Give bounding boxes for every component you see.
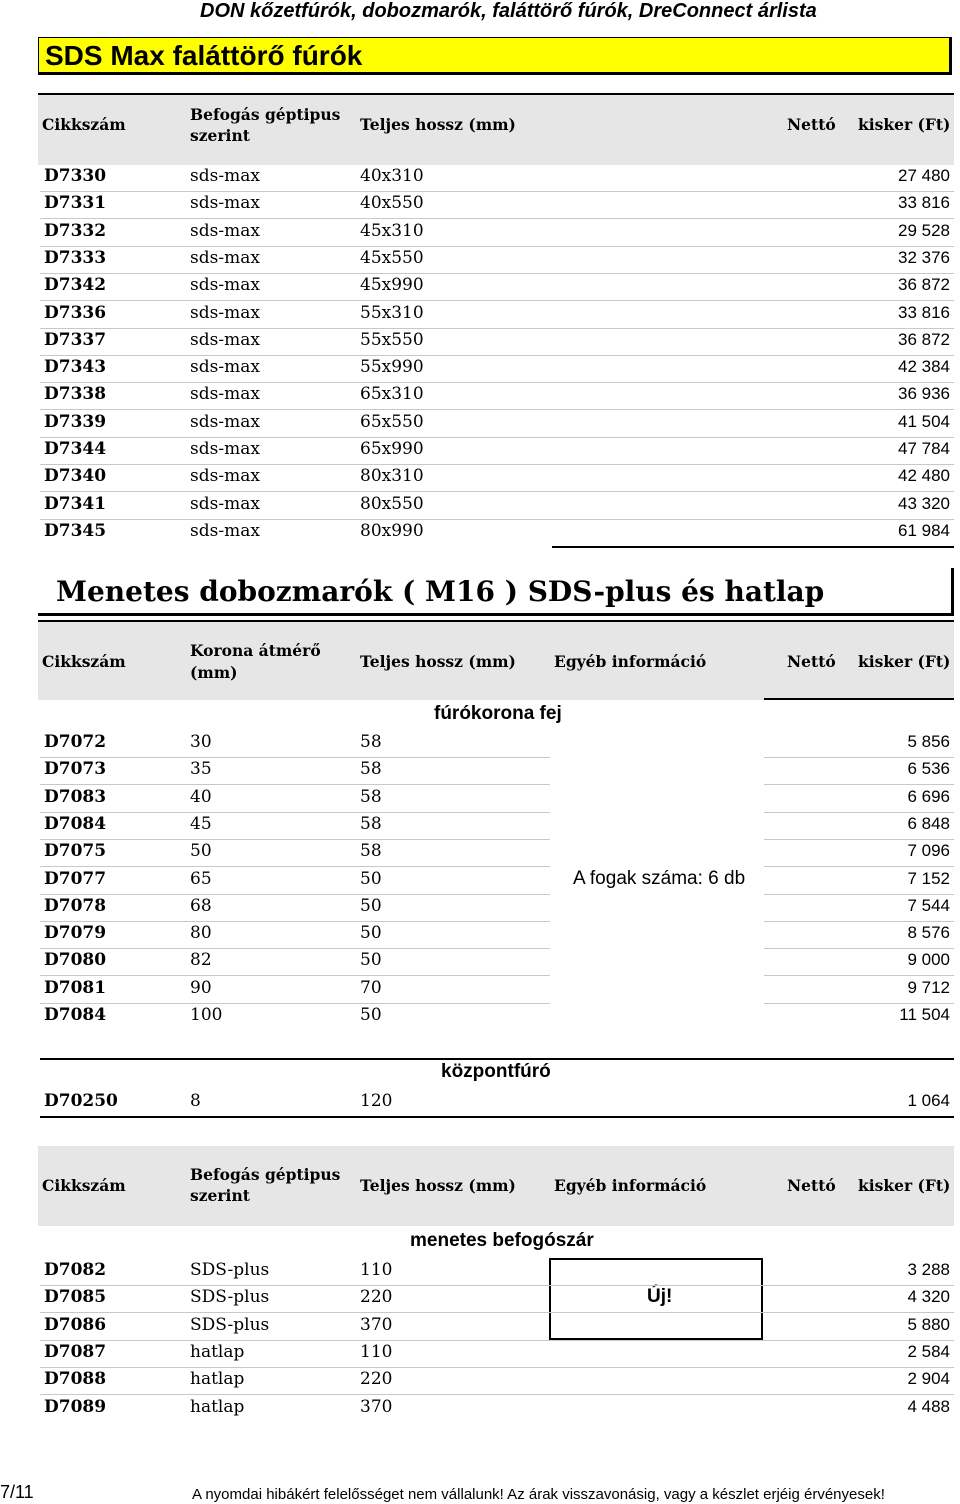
total-length: 55x990 bbox=[360, 357, 424, 378]
product-code: D7081 bbox=[44, 977, 107, 998]
retail-price: 36 872 bbox=[898, 329, 950, 349]
table-row bbox=[40, 410, 954, 437]
retail-price: 5 856 bbox=[907, 732, 950, 751]
product-code: D7332 bbox=[44, 220, 107, 241]
retail-price: 4 488 bbox=[907, 1396, 950, 1416]
total-length: 50 bbox=[360, 950, 382, 971]
header-type-line1: Befogás géptipus bbox=[190, 1165, 341, 1184]
total-length: 55x550 bbox=[360, 329, 424, 350]
table-row bbox=[40, 492, 954, 519]
product-code: D7337 bbox=[44, 329, 107, 350]
retail-price: 43 320 bbox=[898, 493, 950, 513]
crown-diameter: 65 bbox=[190, 868, 212, 889]
product-code: D7077 bbox=[44, 868, 107, 889]
header-price: kisker (Ft) bbox=[858, 1176, 951, 1195]
table-row bbox=[40, 1340, 954, 1367]
total-length: 370 bbox=[360, 1396, 393, 1417]
table-row bbox=[40, 730, 954, 757]
product-code: D7084 bbox=[44, 813, 107, 834]
product-code: D7075 bbox=[44, 841, 107, 862]
retail-price: 8 576 bbox=[907, 923, 950, 943]
header-length: Teljes hossz (mm) bbox=[360, 652, 516, 671]
section1-title: SDS Max faláttörő fúrók bbox=[45, 40, 363, 71]
retail-price: 3 288 bbox=[907, 1260, 950, 1279]
table-row bbox=[40, 246, 954, 273]
table-row bbox=[40, 1089, 954, 1116]
table-row bbox=[40, 382, 954, 409]
crown-diameter: 68 bbox=[190, 895, 212, 916]
total-length: 65x990 bbox=[360, 439, 424, 459]
table-row bbox=[40, 921, 954, 948]
product-code: D7343 bbox=[44, 357, 107, 378]
retail-price: 4 320 bbox=[907, 1287, 950, 1307]
crown-diameter: 35 bbox=[190, 759, 212, 780]
header-price: kisker (Ft) bbox=[858, 115, 951, 134]
table-row bbox=[40, 301, 954, 328]
table-row bbox=[40, 1258, 954, 1285]
total-length: 58 bbox=[360, 759, 382, 780]
product-code: D7333 bbox=[44, 247, 107, 268]
crown-diameter: 100 bbox=[190, 1005, 223, 1025]
total-length: 370 bbox=[360, 1314, 393, 1335]
total-length: 80x310 bbox=[360, 466, 424, 487]
total-length: 45x550 bbox=[360, 247, 424, 268]
product-code: D7330 bbox=[44, 166, 107, 186]
total-length: 50 bbox=[360, 923, 382, 944]
table-row bbox=[40, 867, 954, 894]
total-length: 40x310 bbox=[360, 166, 424, 186]
product-code: D7082 bbox=[44, 1260, 107, 1280]
product-code: D7080 bbox=[44, 950, 107, 971]
header-code: Cikkszám bbox=[42, 115, 126, 134]
product-code: D7088 bbox=[44, 1369, 107, 1390]
total-length: 110 bbox=[360, 1260, 393, 1280]
retail-price: 61 984 bbox=[898, 520, 950, 540]
section3-table-header bbox=[38, 1146, 954, 1226]
product-code: D7073 bbox=[44, 759, 107, 780]
tool-type: sds-max bbox=[190, 193, 260, 214]
table-row bbox=[40, 328, 954, 355]
product-code: D7086 bbox=[44, 1314, 107, 1335]
tool-type: sds-max bbox=[190, 411, 260, 432]
product-code: D7340 bbox=[44, 466, 107, 487]
tool-type: sds-max bbox=[190, 439, 260, 459]
section2-table-header bbox=[38, 620, 954, 700]
header-info: Egyéb információ bbox=[554, 652, 707, 671]
tool-type: hatlap bbox=[190, 1341, 245, 1362]
product-code: D7089 bbox=[44, 1396, 107, 1417]
section2-header-rule bbox=[764, 698, 954, 700]
retail-price: 5 880 bbox=[907, 1314, 950, 1334]
retail-price: 42 384 bbox=[898, 357, 950, 377]
crown-diameter: 80 bbox=[190, 923, 212, 944]
retail-price: 6 536 bbox=[907, 759, 950, 779]
total-length: 80x990 bbox=[360, 520, 424, 541]
table-row bbox=[40, 519, 954, 546]
table-row bbox=[40, 464, 954, 491]
header-code: Cikkszám bbox=[42, 652, 126, 671]
footer-disclaimer: A nyomdai hibákért felelősséget nem vállalunk! Az árak visszavonásig, vagy a készlet erjéig érvényesek! bbox=[192, 1486, 885, 1503]
tool-type: hatlap bbox=[190, 1396, 245, 1417]
section1-title-banner bbox=[38, 37, 952, 75]
total-length: 50 bbox=[360, 1005, 382, 1025]
table-row bbox=[40, 1395, 954, 1422]
table-row bbox=[40, 948, 954, 975]
header-type-line2: szerint bbox=[190, 126, 250, 145]
retail-price: 36 936 bbox=[898, 384, 950, 404]
header-price: kisker (Ft) bbox=[858, 652, 951, 671]
header-type-line2: szerint bbox=[190, 1186, 250, 1205]
table-row bbox=[40, 812, 954, 839]
table-row bbox=[40, 1367, 954, 1394]
header-diameter-line2: (mm) bbox=[190, 663, 238, 682]
retail-price: 27 480 bbox=[898, 166, 950, 185]
header-code: Cikkszám bbox=[42, 1176, 126, 1195]
tool-type: SDS-plus bbox=[190, 1314, 270, 1335]
total-length: 80x550 bbox=[360, 493, 424, 514]
crown-diameter: 90 bbox=[190, 977, 212, 998]
section2-title: Menetes dobozmarók ( M16 ) SDS-plus és hatlap bbox=[56, 575, 825, 608]
table-row bbox=[40, 1003, 954, 1030]
table-row bbox=[40, 757, 954, 784]
retail-price: 29 528 bbox=[898, 220, 950, 240]
tool-type: hatlap bbox=[190, 1369, 245, 1390]
total-length: 58 bbox=[360, 841, 382, 862]
retail-price: 41 504 bbox=[898, 411, 950, 431]
retail-price: 7 544 bbox=[907, 895, 950, 915]
tool-type: sds-max bbox=[190, 520, 260, 541]
table-row bbox=[40, 1313, 954, 1340]
retail-price: 7 096 bbox=[907, 841, 950, 861]
product-code: D7087 bbox=[44, 1341, 107, 1362]
header-info: Egyéb információ bbox=[554, 1176, 707, 1195]
retail-price: 32 376 bbox=[898, 247, 950, 267]
product-code: D7083 bbox=[44, 786, 107, 807]
header-diameter-line1: Korona átmérő bbox=[190, 641, 321, 660]
total-length: 40x550 bbox=[360, 193, 424, 214]
product-code: D7342 bbox=[44, 275, 107, 296]
total-length: 58 bbox=[360, 732, 382, 752]
tool-type: sds-max bbox=[190, 220, 260, 241]
crown-diameter: 30 bbox=[190, 732, 212, 752]
header-length: Teljes hossz (mm) bbox=[360, 115, 516, 134]
section1-bottom-rule bbox=[552, 546, 954, 548]
tool-type: sds-max bbox=[190, 384, 260, 405]
document-header: DON kőzetfúrók, dobozmarók, faláttörő fúrók, DreConnect árlista bbox=[200, 0, 817, 22]
total-length: 120 bbox=[360, 1091, 393, 1111]
group-title-center-drill: központfúró bbox=[441, 1061, 551, 1082]
table-row bbox=[40, 976, 954, 1003]
header-netto: Nettó bbox=[787, 115, 836, 134]
product-code: D7344 bbox=[44, 439, 107, 459]
table-row bbox=[40, 219, 954, 246]
retail-price: 11 504 bbox=[899, 1005, 950, 1024]
table-row bbox=[40, 191, 954, 218]
tool-type: sds-max bbox=[190, 166, 260, 186]
crown-diameter: 40 bbox=[190, 786, 212, 807]
table-row bbox=[40, 1285, 954, 1312]
retail-price: 6 696 bbox=[907, 786, 950, 806]
group-title-crown-head: fúrókorona fej bbox=[434, 703, 562, 724]
product-code: D7084 bbox=[44, 1005, 107, 1025]
retail-price: 1 064 bbox=[907, 1091, 950, 1110]
total-length: 65x550 bbox=[360, 411, 424, 432]
product-code: D7078 bbox=[44, 895, 107, 916]
table-row bbox=[40, 355, 954, 382]
table-row bbox=[40, 839, 954, 866]
retail-price: 6 848 bbox=[907, 813, 950, 833]
tool-type: sds-max bbox=[190, 302, 260, 323]
tool-type: sds-max bbox=[190, 357, 260, 378]
header-netto: Nettó bbox=[787, 1176, 836, 1195]
header-length: Teljes hossz (mm) bbox=[360, 1176, 516, 1195]
product-code: D70250 bbox=[44, 1091, 118, 1111]
center-drill-bottom-rule bbox=[40, 1116, 954, 1118]
total-length: 220 bbox=[360, 1369, 393, 1390]
total-length: 110 bbox=[360, 1341, 393, 1362]
page-number: 7/11 bbox=[0, 1482, 34, 1502]
group-title-threaded-shank: menetes befogószár bbox=[410, 1230, 594, 1251]
table-row bbox=[40, 437, 954, 464]
product-code: D7336 bbox=[44, 302, 107, 323]
product-code: D7341 bbox=[44, 493, 107, 514]
tool-type: sds-max bbox=[190, 466, 260, 487]
retail-price: 42 480 bbox=[898, 466, 950, 486]
total-length: 55x310 bbox=[360, 302, 424, 323]
product-code: D7331 bbox=[44, 193, 107, 214]
section1-table-header bbox=[38, 93, 954, 165]
retail-price: 2 904 bbox=[907, 1369, 950, 1389]
total-length: 50 bbox=[360, 868, 382, 889]
product-code: D7338 bbox=[44, 384, 107, 405]
total-length: 45x990 bbox=[360, 275, 424, 296]
retail-price: 9 712 bbox=[907, 977, 950, 997]
tool-type: sds-max bbox=[190, 275, 260, 296]
total-length: 58 bbox=[360, 813, 382, 834]
product-code: D7079 bbox=[44, 923, 107, 944]
crown-diameter: 8 bbox=[190, 1091, 201, 1111]
total-length: 65x310 bbox=[360, 384, 424, 405]
teeth-count-info: A fogak száma: 6 db bbox=[573, 868, 746, 889]
crown-diameter: 45 bbox=[190, 813, 212, 834]
product-code: D7072 bbox=[44, 732, 107, 752]
tool-type: sds-max bbox=[190, 493, 260, 514]
total-length: 58 bbox=[360, 786, 382, 807]
total-length: 220 bbox=[360, 1287, 393, 1308]
center-drill-top-rule bbox=[40, 1058, 954, 1060]
product-code: D7085 bbox=[44, 1287, 107, 1308]
total-length: 45x310 bbox=[360, 220, 424, 241]
total-length: 70 bbox=[360, 977, 382, 998]
retail-price: 33 816 bbox=[898, 302, 950, 322]
table-row bbox=[40, 785, 954, 812]
tool-type: sds-max bbox=[190, 247, 260, 268]
tool-type: SDS-plus bbox=[190, 1287, 270, 1308]
table-row bbox=[40, 164, 954, 191]
tool-type: sds-max bbox=[190, 329, 260, 350]
retail-price: 47 784 bbox=[898, 439, 950, 458]
retail-price: 9 000 bbox=[907, 950, 950, 970]
header-netto: Nettó bbox=[787, 652, 836, 671]
tool-type: SDS-plus bbox=[190, 1260, 270, 1280]
table-row bbox=[40, 273, 954, 300]
product-code: D7345 bbox=[44, 520, 107, 541]
crown-diameter: 82 bbox=[190, 950, 212, 971]
crown-diameter: 50 bbox=[190, 841, 212, 862]
product-code: D7339 bbox=[44, 411, 107, 432]
retail-price: 2 584 bbox=[907, 1341, 950, 1361]
table-row bbox=[40, 894, 954, 921]
retail-price: 33 816 bbox=[898, 193, 950, 213]
retail-price: 7 152 bbox=[907, 868, 950, 888]
header-type-line1: Befogás géptipus bbox=[190, 105, 341, 124]
retail-price: 36 872 bbox=[898, 275, 950, 295]
new-label: Új! bbox=[647, 1286, 673, 1307]
total-length: 50 bbox=[360, 895, 382, 916]
